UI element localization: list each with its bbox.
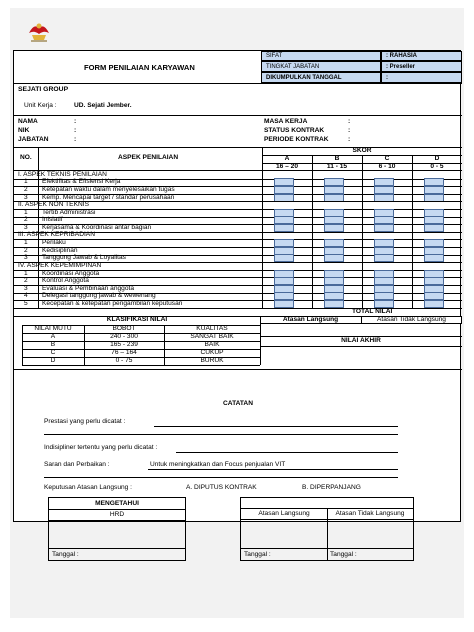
company-logo-icon: [26, 19, 52, 45]
item-text: Delegasi tanggung jawab & wewenang: [42, 292, 156, 300]
score-input-a[interactable]: [274, 300, 294, 308]
score-input-c[interactable]: [374, 224, 394, 232]
hrd-label: HRD: [109, 511, 125, 518]
sifat-label: SIFAT: [266, 53, 283, 59]
section-title: I. ASPEK TEKNIS PENILAIAN: [18, 170, 107, 178]
klasifikasi-cell: SANGAT BAIK: [190, 332, 234, 340]
nama-label: NAMA: [18, 118, 38, 125]
grade-header-c: C: [384, 155, 390, 162]
nik-label: NIK: [18, 127, 30, 134]
jabatan-label: JABATAN: [18, 136, 49, 143]
score-input-a[interactable]: [274, 224, 294, 232]
item-text: Kontrol Anggota: [42, 277, 89, 285]
divider: [14, 369, 462, 370]
masa-kerja-sep: :: [348, 118, 351, 125]
score-input-d[interactable]: [424, 254, 444, 262]
periode-kontrak-sep: :: [348, 136, 351, 143]
klasifikasi-cell: C: [50, 348, 56, 356]
item-text: Evaluasi & Pembinaan anggota: [42, 284, 135, 292]
item-text: Ketepatan waktu dalam menyelesaikan tugas: [42, 186, 175, 193]
item-no: 4: [24, 292, 28, 300]
grade-header-d: D: [434, 155, 440, 162]
item-text: Efektifitas & Efisiensi Kerja: [42, 178, 121, 186]
score-input-d[interactable]: [424, 224, 444, 232]
atasan-langsung-label: Atasan Langsung: [282, 315, 339, 323]
evaluation-form: [13, 50, 461, 558]
document-page: [10, 8, 464, 618]
nama-sep: :: [74, 118, 77, 125]
klasifikasi-title: KLASIFIKASI NILAI: [106, 315, 168, 323]
klasifikasi-cell: D: [50, 356, 56, 364]
sig-atasan-tanggal-label: Tanggal :: [244, 551, 271, 558]
item-no: 2: [24, 246, 28, 254]
score-input-c[interactable]: [374, 300, 394, 308]
tingkat-jabatan-value: : Preseller: [386, 64, 416, 70]
klasifikasi-cell: CUKUP: [200, 348, 224, 356]
grade-range-c: 6 - 10: [378, 163, 396, 170]
divider: [164, 325, 165, 365]
total-nilai-label: TOTAL NILAI: [352, 307, 393, 315]
item-text: Tanggung Jawab & Loyalitas: [42, 254, 126, 262]
sifat-value: : RAHASIA: [386, 53, 417, 59]
item-text: Kedisiplinan: [42, 246, 78, 254]
dikumpulkan-label: DIKUMPULKAN TANGGAL: [266, 75, 342, 81]
score-input-c[interactable]: [374, 194, 394, 202]
item-no: 2: [24, 216, 28, 224]
item-no: 2: [24, 186, 28, 193]
divider: [22, 365, 260, 366]
periode-kontrak-label: PERIODE KONTRAK: [264, 136, 329, 143]
score-input-d[interactable]: [424, 194, 444, 202]
item-text: Kecepatan & ketepatan pengambilan keputusan: [42, 300, 183, 307]
nilai-akhir-label: NILAI AKHIR: [341, 336, 381, 344]
item-no: 5: [24, 300, 28, 307]
hrd-signature-box: [48, 497, 186, 561]
item-no: 3: [24, 224, 28, 231]
unit-kerja-label: Unit Kerja :: [24, 102, 57, 109]
score-input-c[interactable]: [374, 254, 394, 262]
klasifikasi-cell: A: [50, 332, 56, 340]
klasifikasi-cell: 240 - 300: [110, 332, 138, 340]
nik-sep: :: [74, 127, 77, 134]
tingkat-jabatan-label: TINGKAT JABATAN: [266, 64, 320, 70]
status-kontrak-label: STATUS KONTRAK: [264, 127, 325, 134]
item-text: Kemp. Mencapai target / standar perusahaan: [42, 193, 175, 201]
item-no: 2: [24, 277, 28, 285]
catatan-title: CATATAN: [223, 400, 253, 407]
klasifikasi-cell: B: [50, 340, 56, 348]
keputusan-option-b[interactable]: B. DIPERPANJANG: [302, 484, 361, 491]
dikumpulkan-value: :: [386, 75, 388, 81]
hrd-tanggal-label: Tanggal :: [52, 551, 79, 558]
klasifikasi-header-2: KUALITAS: [196, 324, 228, 332]
score-input-a[interactable]: [274, 194, 294, 202]
klasifikasi-header-0: NILAI MUTU: [34, 324, 72, 332]
divider: [22, 325, 23, 365]
klasifikasi-cell: 165 - 239: [110, 340, 138, 348]
section-title: II. ASPEK NON TEKNIS: [18, 200, 89, 208]
form-title: FORM PENILAIAN KARYAWAN: [84, 63, 195, 72]
item-text: Koordinasi Anggota: [42, 269, 100, 277]
item-text: Perilaku: [42, 239, 66, 247]
item-text: Kerjasama & Koordinasi antar bagian: [42, 224, 152, 231]
divider: [84, 325, 85, 365]
sig-atasan-tidak-tanggal-label: Tanggal :: [330, 551, 357, 558]
score-input-b[interactable]: [324, 194, 344, 202]
item-no: 1: [24, 239, 28, 247]
sig-atasan-tidak-langsung-label: Atasan Tidak Langsung: [335, 510, 405, 517]
klasifikasi-cell: BAIK: [204, 340, 220, 348]
grade-header-a: A: [284, 155, 290, 162]
sig-atasan-langsung-label: Atasan Langsung: [258, 510, 310, 517]
item-no: 1: [24, 208, 28, 216]
unit-kerja-value: UD. Sejati Jember.: [74, 102, 132, 109]
score-input-b[interactable]: [324, 254, 344, 262]
klasifikasi-cell: 76 – 164: [111, 348, 137, 356]
prestasi-label: Prestasi yang perlu dicatat :: [44, 418, 126, 425]
item-no: 1: [24, 269, 28, 277]
item-text: Tertib Administrasi: [42, 208, 96, 216]
grade-range-a: 16 – 20: [276, 163, 298, 170]
mengetahui-label: MENGETAHUI: [95, 500, 139, 507]
col-skor-header: SKOR: [352, 147, 372, 154]
score-input-b[interactable]: [324, 300, 344, 308]
item-no: 3: [24, 254, 28, 262]
saran-value: Untuk meningkatkan dan Focus penjualan VIT: [150, 461, 286, 468]
keputusan-option-a[interactable]: A. DIPUTUS KONTRAK: [186, 484, 257, 491]
score-input-a[interactable]: [274, 254, 294, 262]
item-no: 3: [24, 193, 28, 201]
item-text: Inisiatif: [42, 216, 63, 224]
atasan-tidak-langsung-label: Atasan Tidak Langsung: [377, 315, 446, 323]
indisipliner-label: Indisipliner tertentu yang perlu dicatat :: [44, 444, 158, 451]
item-no: 3: [24, 284, 28, 292]
col-no-header: NO.: [20, 154, 32, 161]
saran-label: Saran dan Perbaikan :: [44, 461, 110, 468]
score-input-d[interactable]: [424, 300, 444, 308]
jabatan-sep: :: [74, 136, 77, 143]
atasan-signature-box: [240, 497, 414, 561]
grade-range-d: 0 - 5: [430, 163, 444, 170]
divider: [260, 346, 462, 347]
section-title: III. ASPEK KEPRIBADIAN: [18, 231, 95, 239]
company-name: SEJATI GROUP: [18, 86, 69, 93]
grade-range-b: 11 - 15: [326, 163, 348, 170]
section-title: IV. ASPEK KEPEMIMPINAN: [18, 261, 102, 269]
klasifikasi-cell: BURUK: [200, 356, 224, 364]
klasifikasi-cell: 0 - 75: [115, 356, 133, 364]
masa-kerja-label: MASA KERJA: [264, 118, 308, 125]
item-no: 1: [24, 178, 28, 186]
status-kontrak-sep: :: [348, 127, 351, 134]
grade-header-b: B: [334, 155, 340, 162]
klasifikasi-header-1: BOBOT: [112, 324, 136, 332]
col-aspek-header: ASPEK PENILAIAN: [118, 154, 179, 161]
score-input-b[interactable]: [324, 224, 344, 232]
keputusan-label: Keputusan Atasan Langsung :: [44, 484, 132, 491]
